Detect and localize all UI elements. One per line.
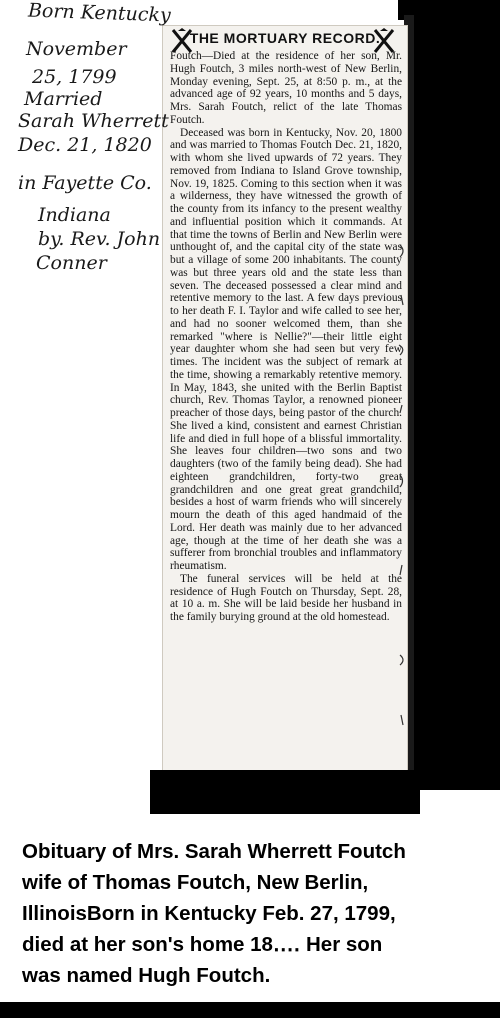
scan-edge-footer — [0, 1002, 500, 1018]
handwritten-line: by. Rev. John — [38, 228, 161, 250]
caption-line: wife of Thomas Foutch, New Berlin, — [22, 871, 369, 894]
handwritten-line: Dec. 21, 1820 — [18, 134, 152, 156]
clipping-paragraph: The funeral services will be held at the residence of Hugh Foutch on Thursday, Sept. 28, at 10 a. m. She will be laid beside her husband in the family burying ground at the old homestead. — [170, 572, 402, 623]
scan-edge-right — [410, 0, 500, 790]
caption-line: was named Hugh Foutch. — [22, 964, 271, 987]
handwritten-line: in Fayette Co. — [18, 172, 152, 194]
caption-line: IllinoisBorn in Kentucky Feb. 27, 1799, — [22, 902, 396, 925]
clipping-title: THE MORTUARY RECORD. — [189, 30, 381, 46]
clipping-paragraph: Foutch—Died at the residence of her son, Mr. Hugh Foutch, 3 miles north-west of New Berlin, Monday evening, Sept. 25, at 8:50 p. m., at the advanced age of 92 years, 10 months and 5 days, Mrs. Sarah Foutch, relict of the late Thomas Foutch. — [170, 50, 402, 126]
caption-line: died at her son's home 18‥‥ Her son — [22, 933, 383, 956]
clipping-body — [170, 50, 402, 624]
margin-scribbles — [396, 235, 410, 755]
handwritten-line: Conner — [36, 252, 107, 274]
caption — [22, 836, 492, 991]
caption-line: Obituary of Mrs. Sarah Wherrett Foutch — [22, 840, 406, 863]
handwritten-line: Married — [24, 88, 103, 110]
scan-edge-bottom — [150, 770, 420, 814]
handwritten-line: 25, 1799 — [32, 66, 117, 88]
handwritten-line: Sarah Wherrett — [18, 110, 169, 132]
handwritten-line: November — [26, 38, 127, 60]
handwritten-line: Indiana — [38, 204, 111, 226]
clipping-paragraph: Deceased was born in Kentucky, Nov. 20, 1800 and was married to Thomas Foutch Dec. 21, 1820, with whom she lived upwards of 72 years. They removed from Indiana to Island Grove township, Nov. 19, 1825. Coming to this section when it was a wilderness, they have witnessed the growth of the county from its infancy to the present wealthy and influential position which it commands. At that time the towns of Berlin and New Berlin were unthought of, and the capital city of the state was but a village of some 200 inhabitants. The county was but three years old and the state less than seven. The deceased possessed a clear mind and retentive memory to the last. A few days previous to her death F. I. Taylor and wife called to see her, and had no sooner welcomed them, than she remarked "where is Nellie?"—their little eight year daughter whom she had seen but very few times. The incident was the subject of remark at the time, showing a remarkably retentive memory. In May, 1843, she united with the Berlin Baptist church, Rev. Thomas Taylor, a renowned pioneer preacher of those days, being pastor of the church. She lived a kind, consistent and earnest Christian life and died in full hope of a blissful immortality. She leaves four children—two sons and two daughters (two of the family being dead). She had eighteen grandchildren, forty-two great grandchildren and one great great grandchild, besides a host of warm friends who will sincerely mourn the death of this aged handmaid of the Lord. Her death was mainly due to her advanced age, though at the time of her death she was a sufferer from bronchial troubles and inflammatory rheumatism. — [170, 126, 402, 572]
handwritten-line: Born Kentucky — [27, 0, 172, 27]
